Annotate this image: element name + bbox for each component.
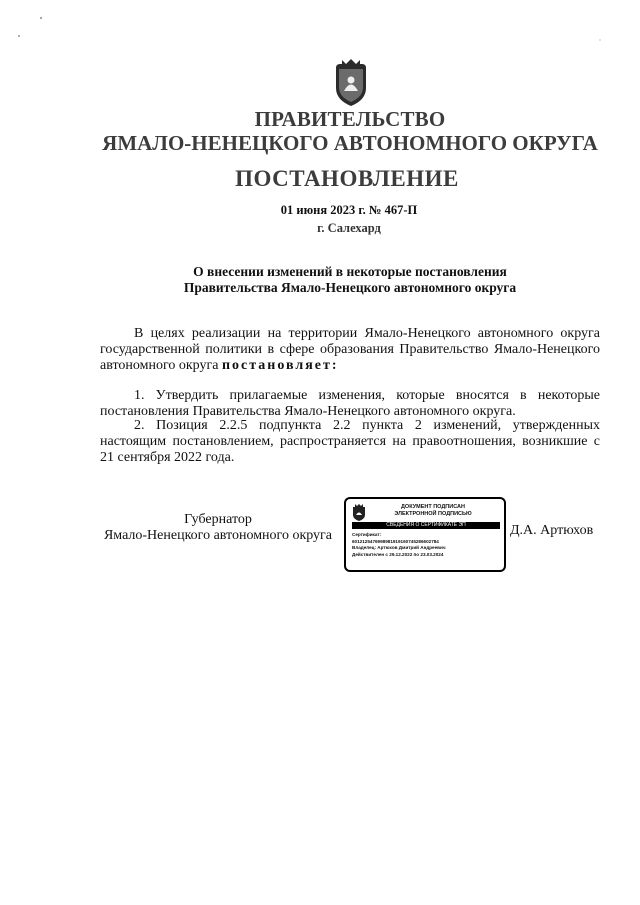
government-name-line2: ЯМАЛО-НЕНЕЦКОГО АВТОНОМНОГО ОКРУГА (102, 131, 598, 155)
document-title (100, 264, 600, 296)
electronic-signature-stamp (344, 497, 506, 572)
stamp-heading-line2: ЭЛЕКТРОННОЙ ПОДПИСЬЮ (394, 511, 472, 517)
signatory-title-line2: Ямало-Ненецкого автономного округа (103, 528, 333, 543)
stamp-emblem-icon (352, 504, 366, 522)
signatory-name: Д.А. Артюхов (510, 523, 594, 538)
document-type: ПОСТАНОВЛЕНИЕ (235, 166, 459, 191)
stamp-heading-line1: ДОКУМЕНТ ПОДПИСАН (401, 504, 465, 510)
stamp-certificate-info (352, 532, 502, 558)
item-1: 1. Утвердить прилагаемые изменения, которые вносятся в некоторые постановления Правительства Ямало-Ненецкого автономного округа. (100, 388, 600, 419)
title-line1: О внесении изменений в некоторые постановления (193, 264, 507, 279)
date-and-number: 01 июня 2023 г. № 467-П (280, 203, 418, 217)
government-name-line1: ПРАВИТЕЛЬСТВО (254, 107, 446, 131)
stamp-cert-validity: Действителен с 29.12.2022 по 23.03.2024 (352, 551, 444, 557)
stamp-cert-label: Сертификат: (352, 532, 382, 537)
preamble-text: В целях реализации на территории Ямало-Ненецкого автономного округа государственной политики в сфере образования Правительство Ямало-Ненецкого автономного округа (100, 326, 600, 373)
stamp-cert-number: 6012125476998981919160745286602784 (352, 538, 439, 544)
coat-of-arms-emblem (330, 58, 372, 108)
city: г. Салехард (317, 221, 381, 235)
preamble-verb: постановляет (221, 358, 332, 373)
preamble-paragraph (100, 326, 600, 374)
item-2: 2. Позиция 2.2.5 подпункта 2.2 пункта 2 изменений, утвержденных настоящим постановлением, распространяется на правоотношения, возникшие с 21 сентября 2022 года. (100, 418, 600, 465)
preamble-end: : (331, 358, 339, 373)
stamp-certificate-bar: СВЕДЕНИЯ О СЕРТИФИКАТЕ ЭП (352, 522, 500, 529)
signatory-title (100, 512, 336, 544)
signatory-title-line1: Губернатор (184, 512, 252, 527)
title-line2: Правительства Ямало-Ненецкого автономного округа (183, 280, 517, 295)
stamp-heading (368, 504, 498, 518)
stamp-cert-owner: Владелец: Артюхов Дмитрий Андреевич (352, 545, 446, 550)
